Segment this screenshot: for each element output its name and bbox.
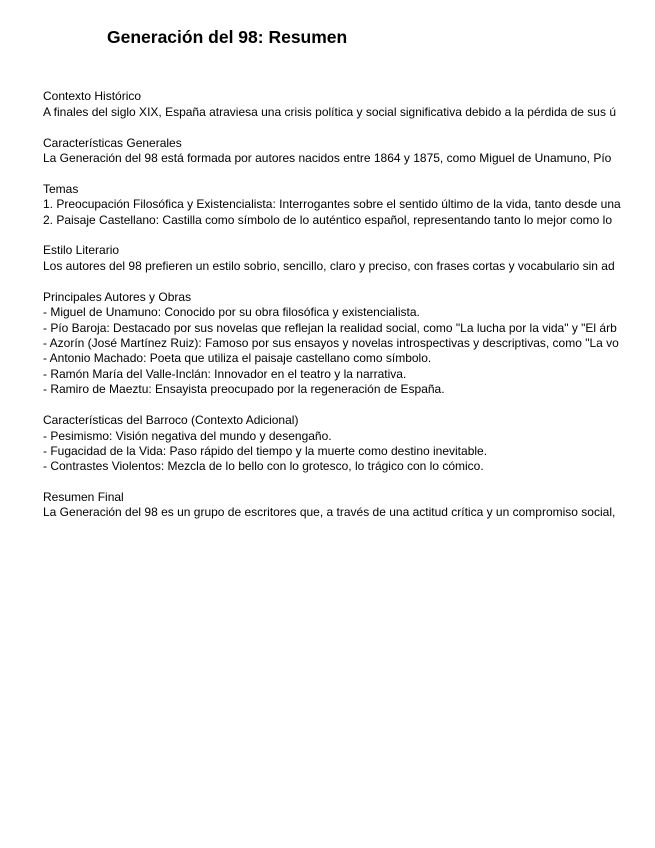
section-heading-resumen-final: Resumen Final bbox=[43, 490, 124, 504]
section-body-line: La Generación del 98 está formada por autores nacidos entre 1864 y 1875, como Miguel de Unamuno, Pío bbox=[43, 151, 612, 165]
section-body-line: La Generación del 98 es un grupo de escritores que, a través de una actitud crítica y un compromiso social, bbox=[43, 505, 616, 519]
list-item: - Miguel de Unamuno: Conocido por su obra filosófica y existencialista. bbox=[43, 305, 420, 319]
list-item: - Fugacidad de la Vida: Paso rápido del tiempo y la muerte como destino inevitable. bbox=[43, 444, 488, 458]
list-item: - Pesimismo: Visión negativa del mundo y desengaño. bbox=[43, 429, 332, 443]
list-item: - Contrastes Violentos: Mezcla de lo bello con lo grotesco, lo trágico con lo cómico. bbox=[43, 459, 484, 473]
list-item: - Pío Baroja: Destacado por sus novelas que reflejan la realidad social, como "La lucha por la vida" y "El árb bbox=[43, 321, 617, 335]
list-item: - Ramón María del Valle-Inclán: Innovador en el teatro y la narrativa. bbox=[43, 367, 407, 381]
section-body-line: Los autores del 98 prefieren un estilo sobrio, sencillo, claro y preciso, con frases cortas y vocabulario sin ad bbox=[43, 259, 615, 273]
section-heading-temas: Temas bbox=[43, 182, 79, 196]
section-heading-caracteristicas-generales: Características Generales bbox=[43, 136, 182, 150]
section-heading-barroco: Características del Barroco (Contexto Adicional) bbox=[43, 413, 299, 427]
section-heading-estilo-literario: Estilo Literario bbox=[43, 243, 120, 257]
section-heading-contexto-historico: Contexto Histórico bbox=[43, 89, 142, 103]
document-title: Generación del 98: Resumen bbox=[107, 27, 348, 47]
list-item: 2. Paisaje Castellano: Castilla como símbolo de lo auténtico español, representando tanto lo mejor como lo bbox=[43, 213, 612, 227]
section-heading-principales-autores: Principales Autores y Obras bbox=[43, 290, 192, 304]
section-body-line: A finales del siglo XIX, España atraviesa una crisis política y social significativa debido a la pérdida de sus ú bbox=[43, 105, 616, 119]
list-item: - Ramiro de Maeztu: Ensayista preocupado por la regeneración de España. bbox=[43, 382, 445, 396]
list-item: 1. Preocupación Filosófica y Existencialista: Interrogantes sobre el sentido último de la vida, tanto desde una bbox=[43, 197, 621, 211]
list-item: - Antonio Machado: Poeta que utiliza el paisaje castellano como símbolo. bbox=[43, 351, 432, 365]
list-item: - Azorín (José Martínez Ruiz): Famoso por sus ensayos y novelas introspectivas y descriptivas, como "La vo bbox=[43, 336, 619, 350]
